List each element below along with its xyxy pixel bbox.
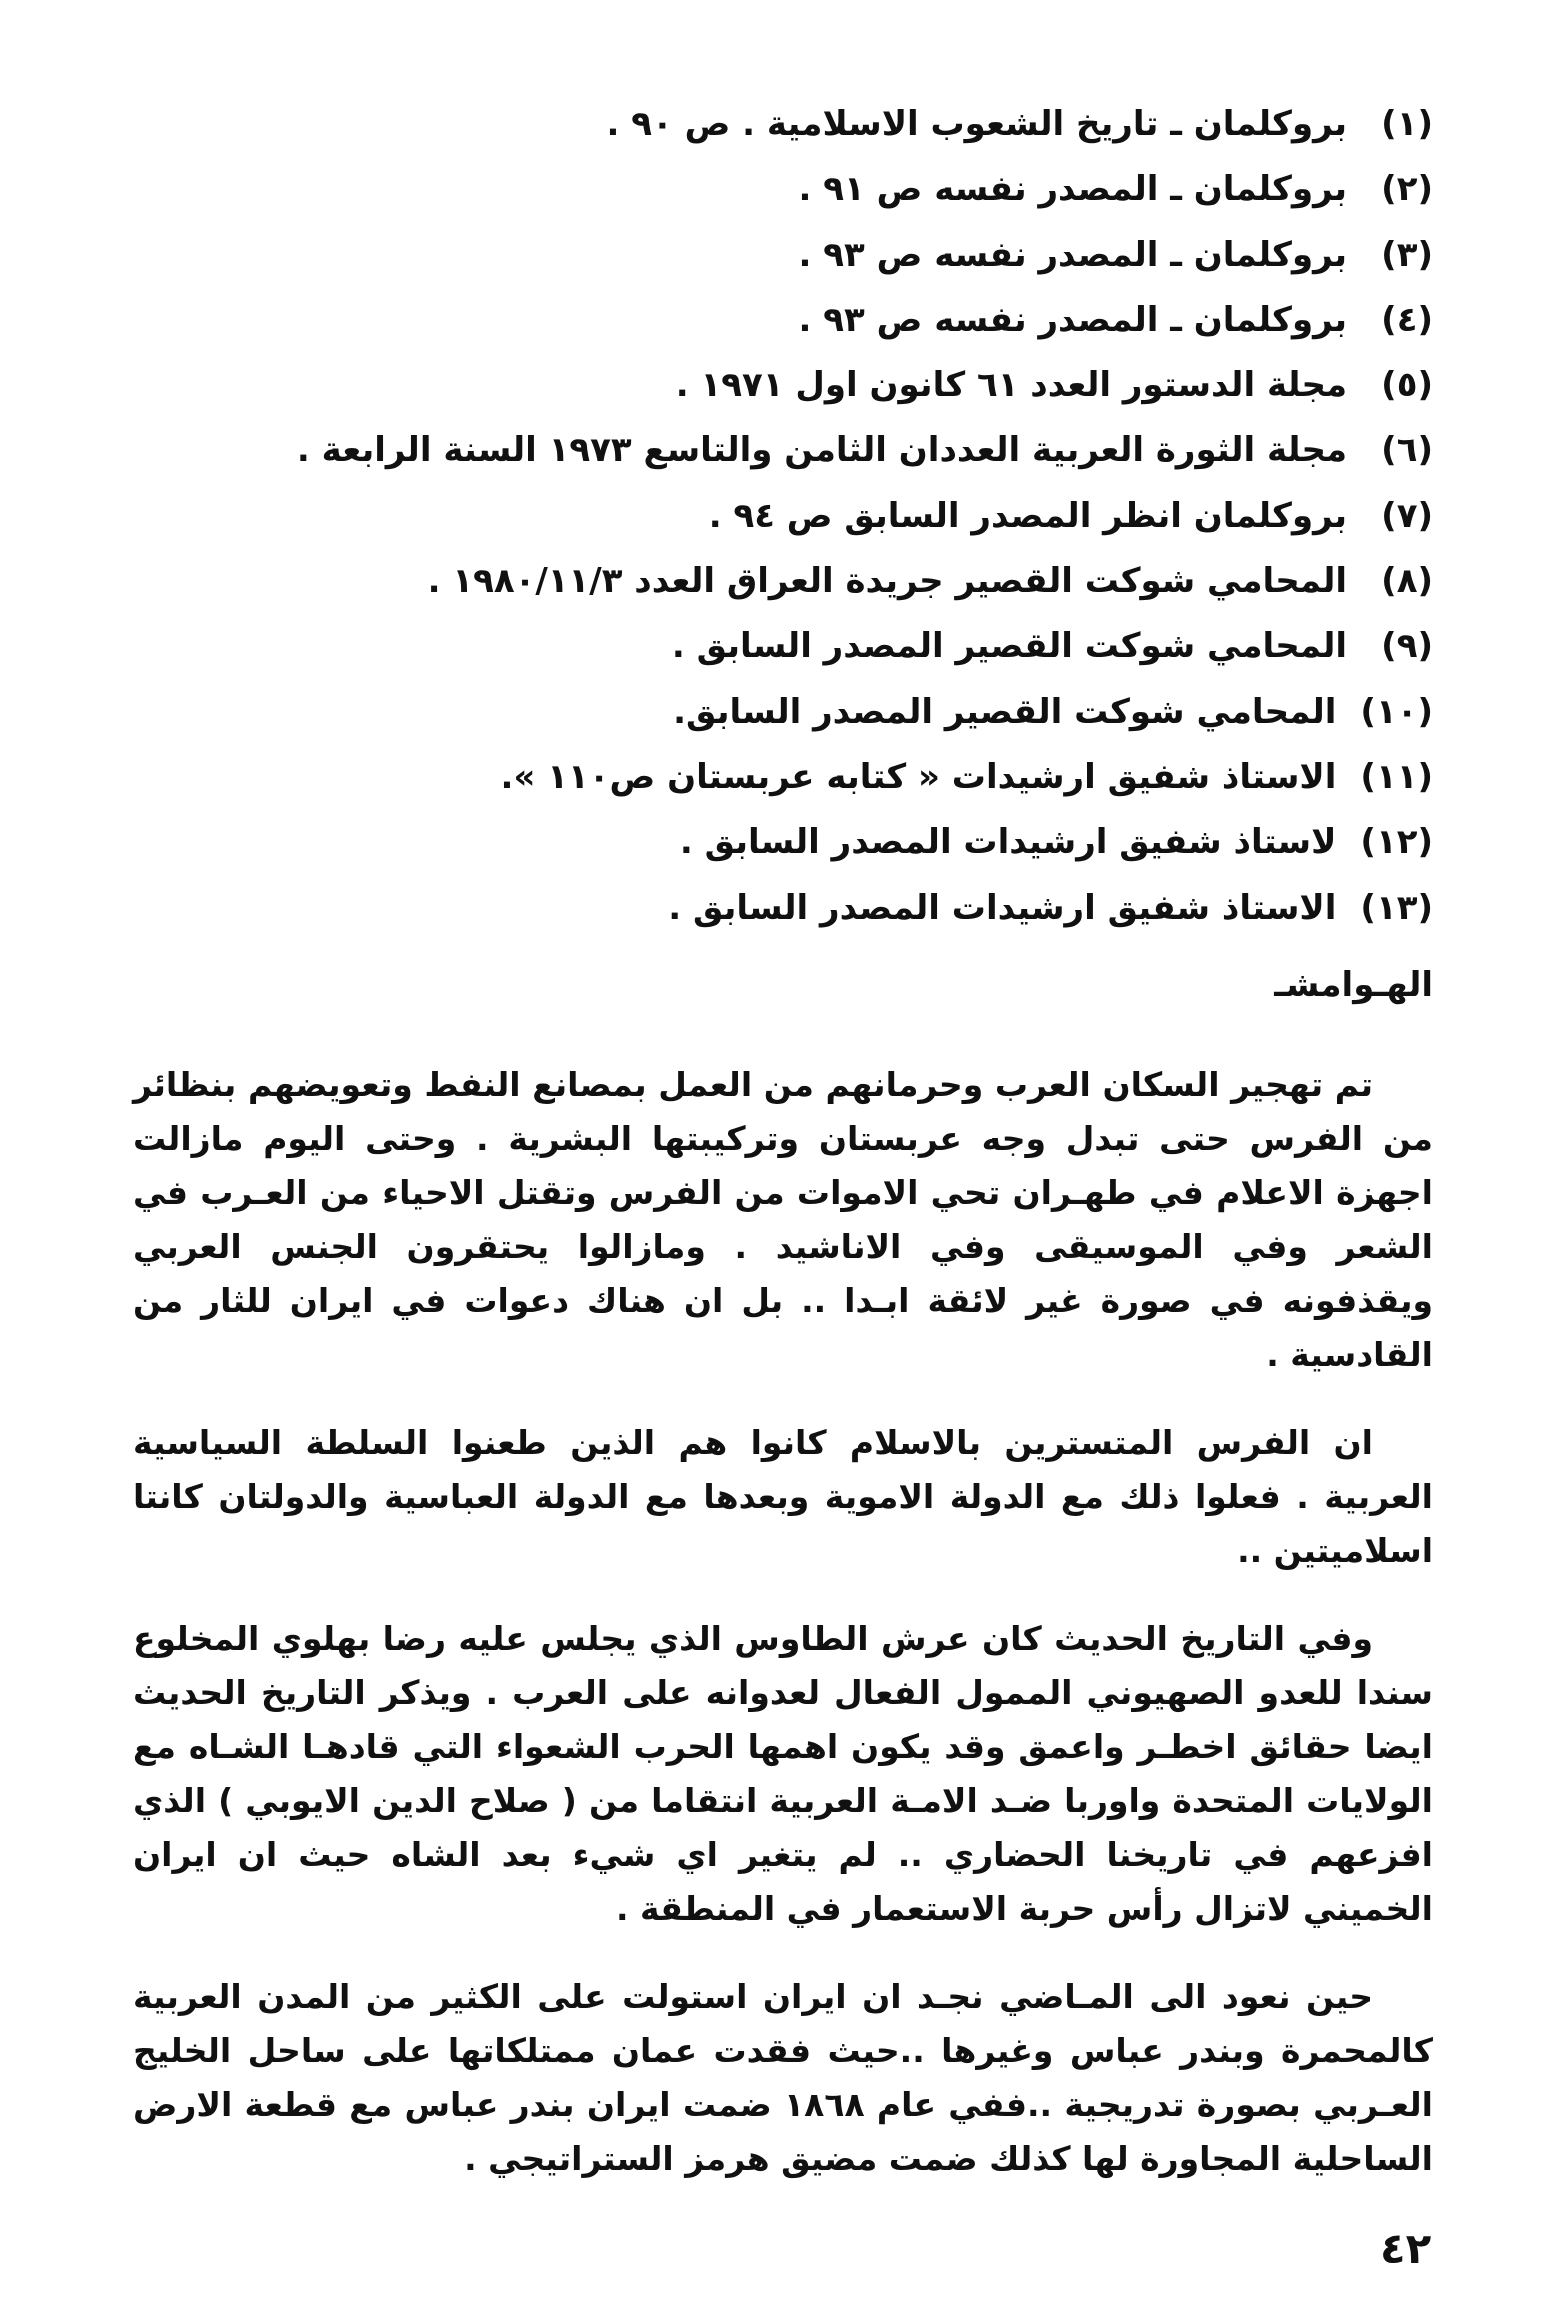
footnote-text: مجلة الثورة العربية العددان الثامن والتاسع ١٩٧٣ السنة الرابعة .	[296, 430, 1347, 471]
footnote-item	[133, 680, 1433, 745]
body-paragraph: وفي التاريخ الحديث كان عرش الطاوس الذي يجلس عليه رضا بهلوي المخلوع سندا للعدو الصهيوني الممول الفعال لعدوانه على العرب . ويذكر التاريخ الحديث ايضا حقائق اخطـر واعمق وقد يكون اهمها الحرب الشعواء التي قادهـا الشـاه مع الولايات المتحدة واوربا ضـد الامـة العربية انتقاما من ( صلاح الدين الايوبي ) الذي افزعهم في تاريخنا الحضاري .. لم يتغير اي شيء بعد الشاه حيث ان ايران الخميني لاتزال رأس حربة الاستعمار في المنطقة .	[133, 1619, 1433, 1928]
body-paragraph: ان الفرس المتسترين بالاسلام كانوا هم الذين طعنوا السلطة السياسية العربية . فعلوا ذلك مع الدولة الاموية وبعدها مع الدولة العباسية والدولتان كانتا اسلاميتين ..	[133, 1423, 1433, 1570]
body-text	[133, 1058, 1433, 2220]
footnote-number: (٢)	[1381, 169, 1433, 210]
footnote-item	[133, 353, 1433, 418]
body-paragraph: حين نعود الى المـاضي نجـد ان ايران استولت على الكثير من المدن العربية كالمحمرة وبندر عباس وغيرها ..حيث فقدت عمان ممتلكاتها على ساحل الخليج العـربي بصورة تدريجية ..ففي عام ١٨٦٨ ضمت ايران بندر عباس مع قطعة الارض الساحلية المجاورة لها كذلك ضمت مضيق هرمز الستراتيجي .	[133, 1977, 1433, 2178]
footnote-number: (١٠)	[1360, 691, 1433, 732]
footnote-number: (٣)	[1381, 234, 1433, 275]
footnotes-list	[133, 92, 1433, 941]
footnote-number: (٩)	[1381, 626, 1433, 667]
footnote-item	[133, 484, 1433, 549]
footnote-number: (١)	[1381, 104, 1433, 144]
footnote-number: (٨)	[1381, 561, 1433, 602]
footnote-number: (١٣)	[1360, 887, 1433, 928]
footnote-item	[133, 92, 1433, 157]
footnote-item	[133, 876, 1433, 941]
footnote-item	[133, 810, 1433, 875]
footnote-text: المحامي شوكت القصير المصدر السابق.	[673, 691, 1337, 732]
footnote-text: المحامي شوكت القصير جريدة العراق العدد ١٩٨٠/١١/٣ .	[427, 561, 1347, 602]
section-title: الهـوامشـ	[1274, 965, 1433, 1005]
footnote-item	[133, 418, 1433, 483]
footnote-text: بروكلمان ـ المصدر نفسه ص ٩٣ .	[798, 234, 1347, 275]
footnote-number: (٥)	[1381, 365, 1433, 406]
footnote-text: بروكلمان ـ تاريخ الشعوب الاسلامية . ص ٩٠ .	[606, 104, 1347, 144]
footnote-number: (١٢)	[1360, 822, 1433, 863]
footnote-item	[133, 614, 1433, 679]
footnote-number: (٦)	[1381, 430, 1433, 471]
page-number: ٤٢	[1380, 2224, 1432, 2273]
footnote-item	[133, 745, 1433, 810]
footnote-item	[133, 223, 1433, 288]
footnote-number: (١١)	[1360, 756, 1433, 797]
footnote-text: مجلة الدستور العدد ٦١ كانون اول ١٩٧١ .	[675, 365, 1347, 406]
footnote-text: لاستاذ شفيق ارشيدات المصدر السابق .	[679, 822, 1337, 863]
footnote-text: الاستاذ شفيق ارشيدات « كتابه عربستان ص١١٠ ».	[500, 756, 1337, 797]
footnote-text: بروكلمان انظر المصدر السابق ص ٩٤ .	[708, 495, 1347, 536]
footnote-item	[133, 288, 1433, 353]
body-paragraph: تم تهجير السكان العرب وحرمانهم من العمل بمصانع النفط وتعويضهم بنظائر من الفرس حتى تبدل وجه عربستان وتركيبتها البشرية . وحتى اليوم مازالت اجهزة الاعلام في طهـران تحي الاموات من الفرس وتقتل الاحياء من العـرب في الشعر وفي الموسيقى وفي الاناشيد . ومازالوا يحتقرون الجنس العربي ويقذفونه في صورة غير لائقة ابـدا .. بل ان هناك دعوات في ايران للثار من القادسية .	[133, 1065, 1433, 1374]
footnote-number: (٤)	[1381, 299, 1433, 340]
footnote-text: بروكلمان ـ المصدر نفسه ص ٩١ .	[798, 169, 1347, 210]
footnote-text: المحامي شوكت القصير المصدر السابق .	[671, 626, 1347, 667]
footnote-text: بروكلمان ـ المصدر نفسه ص ٩٣ .	[798, 299, 1347, 340]
footnote-item	[133, 549, 1433, 614]
footnote-number: (٧)	[1381, 495, 1433, 536]
footnote-item	[133, 157, 1433, 222]
footnote-text: الاستاذ شفيق ارشيدات المصدر السابق .	[668, 887, 1337, 928]
